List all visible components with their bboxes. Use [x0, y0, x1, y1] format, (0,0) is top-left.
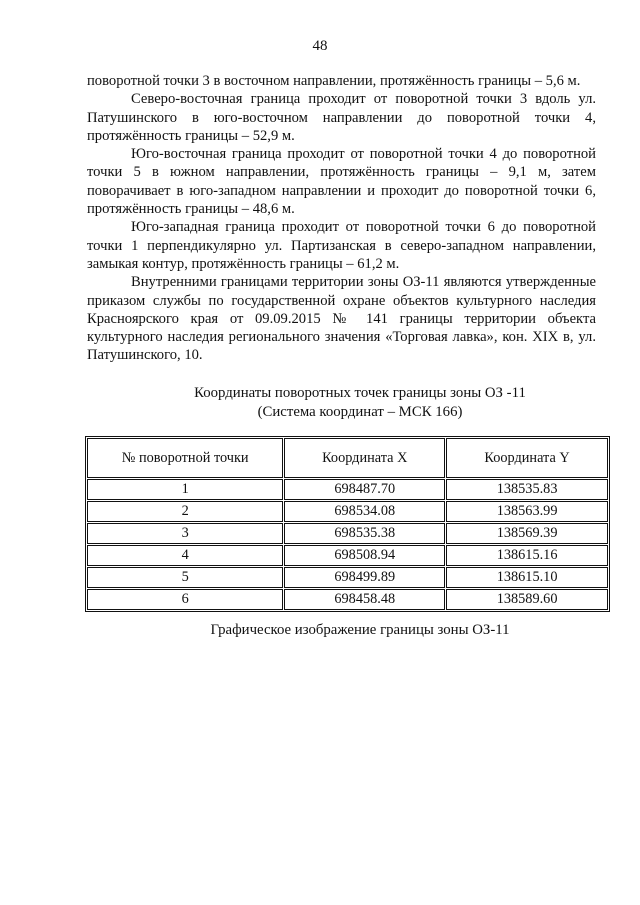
paragraph: Внутренними границами территории зоны ОЗ-11 являются утвержденные приказом службы по государственной охране объектов культурного наследия Красноярского края от 09.09.2015 № 141 границы территории объекта культурного наследия регионального значения «Торговая лавка», кон. XIX в, ул. Патушинского, 10.	[87, 274, 596, 364]
table-row	[87, 523, 608, 544]
coordinate-x-cell: 698458.48	[284, 589, 445, 610]
point-number-cell: 6	[87, 589, 283, 610]
coordinate-y-cell: 138569.39	[446, 523, 608, 544]
table-row	[87, 567, 608, 588]
coordinate-y-cell: 138563.99	[446, 501, 608, 522]
point-number-cell: 4	[87, 545, 283, 566]
point-number-cell: 5	[87, 567, 283, 588]
paragraph: Северо-восточная граница проходит от поворотной точки 3 вдоль ул. Патушинского в юго-восточном направлении до поворотной точки 4, протяжённость границы – 52,9 м.	[87, 91, 596, 144]
graphic-caption: Графическое изображение границы зоны ОЗ-11	[210, 622, 510, 638]
table-row	[87, 545, 608, 566]
point-number-cell: 2	[87, 501, 283, 522]
coordinate-y-cell: 138589.60	[446, 589, 608, 610]
coordinates-table	[85, 436, 610, 612]
paragraph: поворотной точки 3 в восточном направлении, протяжённость границы – 5,6 м.	[87, 73, 581, 89]
body-text	[87, 72, 596, 365]
coordinate-y-cell: 138535.83	[446, 479, 608, 500]
table-caption-coordinate-system: (Система координат – МСК 166)	[257, 403, 463, 420]
coordinate-y-cell: 138615.10	[446, 567, 608, 588]
coordinate-x-cell: 698534.08	[284, 501, 445, 522]
coordinate-y-cell: 138615.16	[446, 545, 608, 566]
header-coordinate-y: Координата Y	[446, 438, 608, 478]
table-header-row	[87, 438, 608, 478]
table-caption-title: Координаты поворотных точек границы зоны ОЗ -11	[194, 385, 526, 401]
point-number-cell: 1	[87, 479, 283, 500]
header-point-number: № поворотной точки	[87, 438, 283, 478]
table-row	[87, 501, 608, 522]
table-caption	[0, 384, 640, 421]
coordinate-x-cell: 698487.70	[284, 479, 445, 500]
table-row	[87, 589, 608, 610]
coordinate-x-cell: 698499.89	[284, 567, 445, 588]
point-number-cell: 3	[87, 523, 283, 544]
table-row	[87, 479, 608, 500]
coordinate-x-cell: 698508.94	[284, 545, 445, 566]
header-coordinate-x: Координата X	[284, 438, 445, 478]
paragraph: Юго-западная граница проходит от поворотной точки 6 до поворотной точки 1 перпендикулярно ул. Партизанская в северо-западном направлении, замыкая контур, протяжённость границы – 61,2 м.	[87, 219, 596, 272]
coordinate-x-cell: 698535.38	[284, 523, 445, 544]
paragraph: Юго-восточная граница проходит от поворотной точки 4 до поворотной точки 5 в южном направлении, протяжённость границы – 9,1 м, затем поворачивает в юго-западном направлении и проходит до поворотной точки 6, протяжённость границы – 48,6 м.	[87, 146, 596, 218]
page-number: 48	[312, 38, 328, 54]
